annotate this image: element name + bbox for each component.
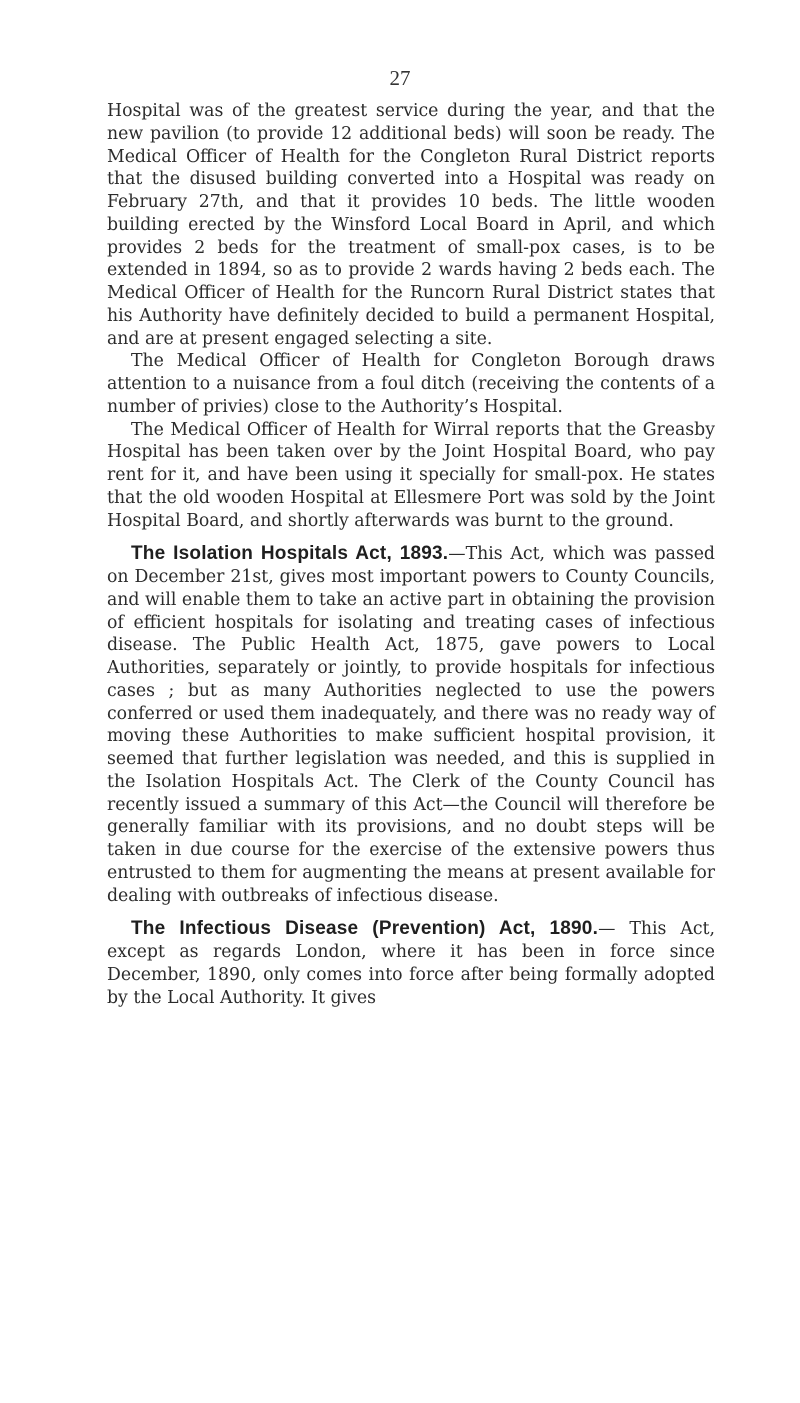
page-number: 27: [389, 66, 411, 90]
section-text-isolation-hospitals-act: —This Act, which was passed on December 21st, gives most important powers to County Councils, and will enable them to take an active part in obtaining the provision of efficient hospitals for isolating and treating cases of infectious disease. The Public Health Act, 1875, gave powers to Local Authorities, separately or jointly, to provide hospitals for infectious cases ; but as many Authorities neglected to use the powers conferred or used them inadequately, and there was no ready way of moving these Authorities to make sufficient hospital provision, it seemed that further legislation was needed, and this is supplied in the Isolation Hospitals Act. The Clerk of the County Council has recently issued a summary of this Act—the Council will therefore be generally familiar with its provisions, and no doubt steps will be taken in due course for the exercise of the extensive powers thus entrusted to them for augmenting the means at present available for dealing with outbreaks of infectious disease.: [107, 544, 715, 906]
section-heading-infectious-disease-act: The Infectious Disease (Prevention) Act, 1890.: [131, 918, 599, 940]
document-body: [107, 100, 715, 1009]
section-infectious-disease-act: [107, 918, 715, 1009]
section-isolation-hospitals-act: [107, 543, 715, 907]
paragraph-congleton-borough: The Medical Officer of Health for Congleton Borough draws attention to a nuisance from a foul ditch (receiving the contents of a number of privies) close to the Authority’s Hospital.: [107, 351, 715, 417]
section-text-infectious-disease-act: — This Act, except as regards London, where it has been in force since December, 1890, only comes into force after being formally adopted by the Local Authority. It gives: [107, 919, 715, 1008]
section-heading-isolation-hospitals-act: The Isolation Hospitals Act, 1893.: [131, 543, 449, 565]
paragraph-wirral: The Medical Officer of Health for Wirral reports that the Greasby Hospital has been taken over by the Joint Hospital Board, who pay rent for it, and have been using it specially for small-pox. He states that the old wooden Hospital at Ellesmere Port was sold by the Joint Hospital Board, and shortly afterwards was burnt to the ground.: [107, 419, 715, 531]
paragraph-continuation: Hospital was of the greatest service during the year, and that the new pavilion (to provide 12 additional beds) will soon be ready. The Medical Officer of Health for the Congleton Rural District reports that the disused building converted into a Hospital was ready on February 27th, and that it provides 10 beds. The little wooden building erected by the Winsford Local Board in April, and which provides 2 beds for the treatment of small-pox cases, is to be extended in 1894, so as to provide 2 wards having 2 beds each. The Medical Officer of Health for the Runcorn Rural District states that his Authority have definitely decided to build a permanent Hospital, and are at present engaged selecting a site.: [107, 101, 715, 349]
